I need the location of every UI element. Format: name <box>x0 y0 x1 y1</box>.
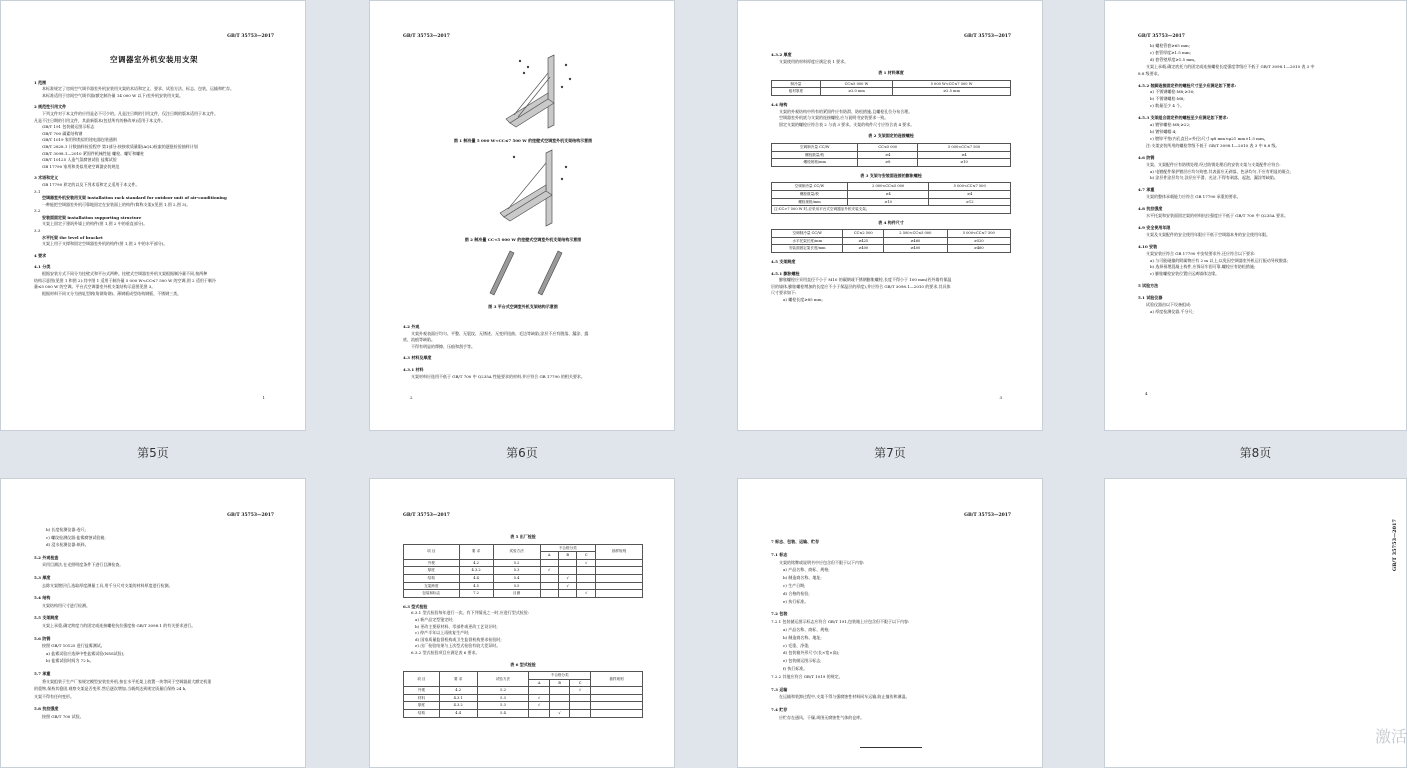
table-cell <box>529 687 549 695</box>
text-line: 支架及支架配件的安全使用年限应不低于空调器本身的安全使用年限。 <box>1146 231 1270 237</box>
table-cell <box>577 582 596 590</box>
subsection-heading: 7.3 运输 <box>771 686 788 692</box>
table-cell: 5.2 <box>493 559 540 567</box>
table-cell: 板材厚度 <box>772 88 821 96</box>
text-line: a) 产品名称、商标、规格; <box>783 567 830 573</box>
text-line: b) 制造商名称、地址; <box>783 634 822 640</box>
table-cell <box>540 574 558 582</box>
page-header: GB/T 35753—2017 <box>964 34 1011 39</box>
page-number: 1 <box>262 395 265 400</box>
table-cell: 空调制冷量 CC/W <box>772 230 843 238</box>
text-line: GB 17790 界定的以及下列术语和定义适用于本文件。 <box>42 181 140 187</box>
text-line: 本标准规定了房间空气调节器室外机安装用支架的术语和定义、要求、试验方法、标志、包装、运输和贮存。 <box>42 86 234 92</box>
table-cell: √ <box>529 702 549 710</box>
page-thumbnail-1[interactable] <box>0 0 306 431</box>
table-header: C <box>577 552 596 560</box>
text-line: c) 数量至少 4 个。 <box>1150 103 1185 109</box>
doc-title: 空调器室外机安装用支架 <box>110 55 198 64</box>
text-line: a) 与可能碰撞的附属物应有 2 m 以上;以免因空调器室外机运行振动导致脱落; <box>1150 257 1289 263</box>
page-header: GB/T 35753—2017 <box>403 34 450 39</box>
table-cell: 5.3 <box>493 567 540 575</box>
section-heading: 7 标志、包装、运输、贮存 <box>771 539 820 544</box>
page-header: GB/T 35753—2017 <box>227 513 274 518</box>
table-cell <box>591 694 643 702</box>
text-line: b) 选择预埋混凝土构件,应保证牢固可靠,螺栓应有防松措施; <box>1150 264 1256 270</box>
table-cell <box>549 687 569 695</box>
term-definition: 支架上固定于建筑外墙上的构件(图 1,图 2 中的垂直部分)。 <box>42 221 148 227</box>
table-cell: 包装和标志 <box>404 590 460 598</box>
table-cell: 4.3.1 <box>439 694 477 702</box>
table-caption: 表 1 材料厚度 <box>878 70 904 76</box>
table-header: 抽样规则 <box>596 544 643 559</box>
subsection-heading: 4.1 分类 <box>34 264 51 270</box>
ref-line: GB/T 191 包装储运图示标志 <box>42 124 95 130</box>
table-cell: CC≤5 000 W <box>820 80 892 88</box>
table-cell: ≥400 <box>884 245 947 253</box>
subsection-heading: 5.4 结构 <box>34 595 51 601</box>
text-line: 注:支架安装所用的螺栓等级不低于 GB/T 3098.1—2010 表 3 中 8.8 级。 <box>1146 142 1280 148</box>
table-header: 不合格分类 <box>529 672 591 680</box>
table-header: B <box>558 552 577 560</box>
text-line: 应贮存在通风、干燥,周围无腐蚀性气体的仓库。 <box>779 714 865 720</box>
subsection-heading: 7.1 标志 <box>771 551 788 557</box>
figure-caption: 图 1 制冷量 5 000 W<CC≤7 500 W 的挂壁式空调室外机支架结构示意图 <box>453 138 593 143</box>
text-line: a) 不锈钢螺栓:M8;≥16; <box>1150 89 1195 95</box>
table-cell: 螺栓数量/枚 <box>772 151 858 159</box>
page-number: 2 <box>410 395 413 400</box>
table-cell <box>596 559 643 567</box>
figure-caption: 图 2 制冷量 CC<5 000 W 的挂壁式空调室外机支架结构示意图 <box>464 237 582 242</box>
subsection-heading: 4.4 结构 <box>771 101 788 107</box>
table-cell: 5 000<CC≤7 500 <box>918 143 1011 151</box>
table-cell: 2 000<CC≤5 000 <box>847 183 929 191</box>
text-line: 采用目测法,在光照明度条件下进行目测检查。 <box>42 562 124 568</box>
text-line: 层的墙体,膨胀螺栓增加的长度应不小于保温层的厚度),并应符合 GB/T 3098.1—2010 的要求,其具体 <box>771 283 951 289</box>
term-definition: 一种能把空调器室外机可靠地固定在安装面上的构件(简称支架)(见图 1,图 2,图 3)。 <box>42 201 191 207</box>
table-cell: ≥400 <box>843 245 884 253</box>
table-cell: 4.4 <box>439 710 477 718</box>
table-cell <box>577 567 596 575</box>
page-thumbnail-4[interactable] <box>1104 0 1407 431</box>
table-cell <box>591 687 643 695</box>
text-line: 将支架组装于生产厂家规定模型安装室外机,按在水平托架上放置一块等同于空调器最大额定机重 <box>42 678 212 684</box>
table-1 <box>771 80 1011 96</box>
table-cell: ≥4 <box>918 151 1011 159</box>
text-line: a) 螺栓长度≥85 mm; <box>783 297 823 303</box>
page-label-3[interactable]: 第7页 <box>874 446 906 460</box>
table-header: B <box>549 679 569 687</box>
text-line: 6.3.1 型式检验每年进行一次。有下列情况之一时,应进行型式检验: <box>411 610 530 616</box>
table-cell: 目测 <box>493 590 540 598</box>
text-line: 支架上承重,确定跨度力的固定或连接螺栓抗拉强度按 GB/T 3098.1 的有关要求进行。 <box>42 622 196 628</box>
text-line: a) 电镀配件保护镀层应均匀致密,其表面应无剥落、色泽均匀,不应有明显的斑点; <box>1150 168 1292 174</box>
page-thumbnail-5[interactable] <box>0 478 306 768</box>
text-line: b) 盐雾试验时间为 72 h。 <box>46 658 94 664</box>
subsection-heading: 5.5 支架跨度 <box>34 615 59 621</box>
text-line: 支架的整体承载能力应符合 GB 17790 承重的要求。 <box>1146 194 1241 200</box>
table-header: 项 目 <box>404 672 440 687</box>
ref-line: GB/T 10125 人造气氛腐蚀试验 盐雾试验 <box>42 157 117 163</box>
table-cell: 外观 <box>404 687 440 695</box>
table-6 <box>403 671 643 718</box>
page-label-1[interactable]: 第5页 <box>137 446 169 460</box>
table-cell: ≥10 <box>918 159 1011 167</box>
table-cell: ≥460 <box>947 245 1010 253</box>
text-line: 根据材料不同又分为热轧型钢(角钢角钢)、薄钢板成型结构钢板、不锈钢三类。 <box>42 290 182 296</box>
table-cell: 安装面固定架长度/mm <box>772 245 843 253</box>
text-line: b) 更改主要原材料、零部件或更改工艺设计时; <box>415 623 498 629</box>
table-cell <box>558 559 577 567</box>
table-header: C <box>570 679 591 687</box>
text-line: 支架的外观结构中所有的紧固件应有防滑、防松措施,且螺栓孔位分布合理。 <box>779 108 913 114</box>
table-cell: 2 500<CC≤5 000 <box>884 230 947 238</box>
table-cell: √ <box>577 590 596 598</box>
table-cell: 空调制冷量 CC/W <box>772 143 858 151</box>
page-thumbnail-6[interactable] <box>369 478 675 768</box>
text-line: 根据安装方式不同分为挂壁式和平台式两种。挂壁式空调器室外机支架根据制冷量不同,按两种 <box>42 271 208 277</box>
table-cell: √ <box>570 687 591 695</box>
subsection-heading: 5.3 厚度 <box>34 574 51 580</box>
text-line: c) 套管厚度≥1.5 mm; <box>1150 49 1191 55</box>
text-line: 水平托架和安装面固定架的材料抗拉强度应不低于 GB/T 700 中 Q235A 要求。 <box>1146 213 1288 219</box>
table-header: 要 求 <box>459 544 493 559</box>
table-5 <box>403 544 643 598</box>
table-cell: 外观 <box>404 559 460 567</box>
section-heading: 1 范围 <box>34 79 47 85</box>
figure-caption: 图 3 平台式空调室外机支架结构示意图 <box>488 304 558 309</box>
page-number: 4 <box>1145 391 1148 396</box>
subsection-heading: 5.2 外观检查 <box>34 554 59 560</box>
table-cell <box>540 559 558 567</box>
text-line: 空调器室外机底与支架的连接螺栓,应与说明书安装要求一致。 <box>779 115 889 121</box>
table-cell: 5.4 <box>477 710 529 718</box>
table-2 <box>771 143 1011 167</box>
table-cell: 厚度 <box>404 567 460 575</box>
text-line: 支架安装应符合 GB 17790 中安装要求外,还应符合以下要求: <box>1146 250 1256 256</box>
subsection-heading: 6.3 型式检验 <box>403 603 428 609</box>
text-line: 支架使用的材料厚度应满足表 1 要求。 <box>779 58 849 64</box>
subsection-heading: 4.3.2 厚度 <box>771 52 792 57</box>
table-cell: 制冷量 <box>772 80 821 88</box>
subsection-heading: 4.2 外观 <box>403 324 420 329</box>
page-number: 3 <box>999 395 1002 400</box>
text-line: 底、流痕等缺陷。 <box>403 337 435 343</box>
subsection-heading: 4.3.1 材料 <box>403 366 424 372</box>
text-line: e) 执行标准。 <box>783 598 809 604</box>
table-cell: ≥10 <box>847 198 929 206</box>
section-heading: 3 术语和定义 <box>34 175 59 181</box>
table-cell: 5.3 <box>477 702 529 710</box>
page-thumbnail-7[interactable] <box>737 478 1043 768</box>
text-line: 不得有明显的摩擦、压痕和刮手等。 <box>411 343 475 349</box>
text-line: e) 出厂检验结果与上次型式检验有较大差异时。 <box>415 643 501 649</box>
table-cell: ≥8 <box>858 159 918 167</box>
table-cell: 4.2 <box>439 687 477 695</box>
page-label-2[interactable]: 第6页 <box>506 446 538 460</box>
text-line: b) 螺栓管套≥65 mm; <box>1150 43 1191 48</box>
table-cell: 支架跨度 <box>404 582 460 590</box>
text-line: c) 镀锌平垫(内孔直径>外径)尺寸:φ8 mm×φ21 mm×1.5 mm。 <box>1150 135 1268 141</box>
text-line: a) 厚度检测仪器,千分尺; <box>1150 309 1194 314</box>
table-caption: 表 3 支架与安装面连接的膨胀螺栓 <box>860 172 922 178</box>
table-cell: 厚度 <box>404 702 440 710</box>
text-line: 支架外观表面应均匀、平整、无裂纹、无锈迹、无变形扭曲、毛边等缺陷;涂层不应有脱落、漏涂、露 <box>411 330 589 336</box>
table-cell <box>540 590 558 598</box>
table-cell: CC≤5 000 <box>858 143 918 151</box>
spine-code: GB/T 35753—2017 <box>1392 519 1398 572</box>
text-line: 支架的铭牌或说明书中应包含但不限于以下内容: <box>779 559 865 565</box>
table-cell: √ <box>577 559 596 567</box>
page-header: GB/T 35753—2017 <box>1138 34 1185 39</box>
text-line: 8.8 级要求。 <box>1138 70 1162 76</box>
subsection-heading: 4.5 支架跨度 <box>771 259 796 265</box>
bracket-figure-2 <box>496 149 578 229</box>
table-4 <box>771 229 1011 253</box>
table-cell: √ <box>529 694 549 702</box>
text-line: d) 套管壁厚度≥1.5 mm。 <box>1150 56 1198 62</box>
table-cell <box>591 710 643 718</box>
text-line: b) 不锈钢螺栓:M8; <box>1150 96 1185 102</box>
table-cell: ≥12 <box>929 198 1011 206</box>
table-header: 要 求 <box>439 672 477 687</box>
page-header: GB/T 35753—2017 <box>964 513 1011 518</box>
table-header: A <box>540 552 558 560</box>
table-cell: 材料 <box>404 694 440 702</box>
table-cell <box>540 582 558 590</box>
term-number: 3.2 <box>34 208 41 214</box>
table-cell: 5 000 W<CC≤7 500 W <box>893 80 1011 88</box>
table-cell <box>596 567 643 575</box>
text-line: 去除支架镀层后,选取厚度测量工具,用千分尺对支架的材料厚度进行检测。 <box>42 582 173 588</box>
table-cell <box>596 582 643 590</box>
text-line: b) 长度检测仪器:卷尺; <box>46 527 87 532</box>
table-cell: √ <box>549 710 569 718</box>
table-cell: ≥520 <box>947 237 1010 245</box>
section-heading: 2 规范性引用文件 <box>34 104 67 110</box>
text-line: 结构示意图(见图 1 和图 2):其中图 1 适用于制冷量 5 000 W<CC≤7 500 W 的空调,图 2 适用于制冷 <box>34 277 216 283</box>
text-line: 6.3.2 型式检验项目应满足表 6 要求。 <box>411 649 480 655</box>
table-cell: 5.3 <box>477 694 529 702</box>
table-cell: 4.5 <box>459 582 493 590</box>
table-caption: 表 6 型式检验 <box>510 661 536 667</box>
table-cell: ≥425 <box>843 237 884 245</box>
table-cell: 空调制冷量 CC/W <box>772 183 848 191</box>
page-thumbnail-3[interactable] <box>737 0 1043 431</box>
table-cell: 螺栓规格/mm <box>772 159 858 167</box>
table-cell: ≥4 <box>847 190 929 198</box>
table-caption: 表 5 出厂检验 <box>510 534 536 539</box>
table-cell: 结构 <box>404 710 440 718</box>
table-cell: 4.4 <box>459 574 493 582</box>
text-line: c) 毛重、净重; <box>783 642 810 648</box>
subsection-heading: 5.6 防锈 <box>34 635 51 641</box>
text-line: 支架材料应选用不低于 GB/T 700 中 Q235A 性能要求的材料,并应符合 GB 17790 的相关要求。 <box>411 373 585 379</box>
ref-line: GB/T 700 碳素结构钢 <box>42 130 83 136</box>
text-line: d) 包装箱外形尺寸(长×宽×高); <box>783 650 840 656</box>
table-cell <box>558 567 577 575</box>
table-cell: CC≤2 500 <box>843 230 884 238</box>
table-cell: 5.5 <box>493 582 540 590</box>
table-cell: 水平托架长度/mm <box>772 237 843 245</box>
text-line: b) 制造商名称、地址; <box>783 575 822 581</box>
text-line: 支架上承载,确定底托力的固定或连接螺栓长度强度等级应不低于 GB/T 3098.1—2010 表 3 中 <box>1146 63 1315 69</box>
subsection-heading: 4.5.1 膨胀螺栓 <box>771 270 800 276</box>
table-header: A <box>529 679 549 687</box>
end-rule <box>860 747 922 748</box>
page-header: GB/T 35753—2017 <box>227 34 274 39</box>
table-3 <box>771 182 1011 213</box>
table-cell <box>596 590 643 598</box>
table-cell: √ <box>540 567 558 575</box>
term-title: 安装面固定架 installation supporting structure <box>42 214 142 220</box>
text-line: e) 包装储运图示标志; <box>783 658 822 664</box>
subsection-heading: 4.5.2 装脚连接固定件的螺栓尺寸至少应满足如下要求: <box>1138 82 1237 88</box>
table-cell: 螺栓规格/mm <box>772 198 848 206</box>
subsection-heading: 7.4 贮存 <box>771 707 788 713</box>
text-line: 按照 GB/T 700 试验。 <box>42 713 84 719</box>
text-line: c) 生产日期; <box>783 582 806 588</box>
text-line: 支架不得有任何变形。 <box>34 693 74 699</box>
bracket-figure-3 <box>480 249 570 297</box>
section-heading: 4 要求 <box>34 252 47 258</box>
table-cell: 5.2 <box>477 687 529 695</box>
text-line: 下列文件对于本文件的应用是必不可少的。凡是注日期的引用文件，仅注日期的版本适用于本文件。 <box>42 110 218 116</box>
table-cell: 4.3.2 <box>459 567 493 575</box>
section-heading: 5 试验方法 <box>1138 283 1159 289</box>
table-cell: 结构 <box>404 574 460 582</box>
text-line: 7.2.1 包装储运图示标志应符合 GB/T 191,包装箱上应包含但不限于以下内容: <box>771 619 910 625</box>
activation-watermark: 激活 <box>1374 727 1407 746</box>
table-cell: ≥460 <box>884 237 947 245</box>
table-cell: 4.3.2 <box>439 702 477 710</box>
table-cell <box>596 574 643 582</box>
bracket-figure-1 <box>500 53 580 131</box>
text-line: 支架、支架配件应有防锈处理,经过防锈处理后的安装支架与支架配件应符合: <box>1146 161 1281 167</box>
table-cell <box>558 590 577 598</box>
ref-line: GB/T 2828.1 计数抽样检验程序 第1部分:按接收质量限(AQL)检索的逐批检验抽样计划 <box>42 143 198 149</box>
table-cell <box>570 702 591 710</box>
text-line: 支架结构用尺寸进行检测。 <box>42 602 90 608</box>
text-line: d) 国家质量监督机构或卫生监督机构要求检验时; <box>415 636 502 642</box>
table-note: 注:CC>7 500 W 时,应采用平台式空调器室外机安装支架。 <box>772 206 1011 214</box>
subsection-heading: 4.5.3 支架组合固定件的螺栓至少应满足如下要求: <box>1138 115 1229 121</box>
subsection-heading: 4.8 抗拉强度 <box>1138 206 1163 212</box>
text-line: 的重物,保持其稳固,观察支架是否变形,然后逐次增加,当载荷达到规定质量后保持 24 h, <box>34 686 187 692</box>
term-title: 水平托架 the level of bracket <box>42 234 103 240</box>
text-line: 凡是不注日期的引用文件，其最新版本(包括所有的修改单)适用于本文件。 <box>34 117 166 123</box>
subsection-heading: 4.7 承重 <box>1138 187 1155 193</box>
table-cell: √ <box>558 582 577 590</box>
subsection-heading: 4.9 安全使用年限 <box>1138 224 1171 230</box>
subsection-heading: 7.2 包装 <box>771 611 788 617</box>
table-cell: ≥4 <box>929 190 1011 198</box>
table-cell: 5 000<CC≤7 500 <box>929 183 1011 191</box>
text-line: a) 镀锌螺栓:M8;≥22; <box>1150 122 1191 128</box>
ref-line: GB/T 3098.1—2010 紧固件机械性能 螺栓、螺钉和螺柱 <box>42 150 145 156</box>
text-line: b) 涂层件涂层均匀,涂层应平滑、光洁,不得有剥落、起泡、漏涂等缺陷。 <box>1150 175 1278 181</box>
table-cell: ≥4 <box>858 151 918 159</box>
text-line: a) 新产品定型鉴定时; <box>415 616 454 622</box>
table-cell: 螺栓数量/枚 <box>772 190 848 198</box>
subsection-heading: 4.10 安装 <box>1138 243 1158 249</box>
text-line: 7.2.2 其他应符合 GB/T 1019 的规定。 <box>771 673 843 679</box>
text-line: 试验仪器由以下设备组成: <box>1146 302 1192 308</box>
page-header: GB/T 35753—2017 <box>403 513 450 518</box>
table-cell <box>549 702 569 710</box>
table-cell <box>549 694 569 702</box>
table-cell: 5.4 <box>493 574 540 582</box>
term-definition: 支架上用于支撑和固定空调器室外机的构件(图 1,图 2 中的水平部分)。 <box>42 241 168 247</box>
table-cell: √ <box>558 574 577 582</box>
table-cell <box>591 702 643 710</box>
term-number: 3.1 <box>34 188 41 194</box>
text-line: c) 螺纹检测仪器:盐雾腐蚀试验箱; <box>46 534 106 540</box>
text-line: 固定支架的螺栓应符合表 2 与表 3 要求。支架的构件尺寸应符合表 4 要求。 <box>779 121 915 127</box>
ref-line: GB/T 1019 家用和类似用途电器包装通则 <box>42 137 117 143</box>
text-line: d) 浸水检测仪器:纸料。 <box>46 542 89 548</box>
text-line: c) 膨胀螺栓安装位置应远离墙体边缘。 <box>1150 271 1220 277</box>
page-thumbnail-2[interactable] <box>369 0 675 431</box>
table-header: 试验方法 <box>493 544 540 559</box>
text-line: b) 镀锌螺帽:4; <box>1150 128 1177 134</box>
text-line: 按照 GB/T 10125 进行盐雾测试。 <box>42 643 105 649</box>
subsection-heading: 5.1 试验仪器 <box>1138 295 1163 301</box>
table-cell: 4.2 <box>459 559 493 567</box>
table-caption: 表 2 支架固定的连接螺栓 <box>868 133 914 139</box>
table-cell: 7.2 <box>459 590 493 598</box>
table-cell <box>570 710 591 718</box>
table-cell: 5 000<CC≤7 500 <box>947 230 1010 238</box>
page-body <box>1138 43 1375 316</box>
subsection-heading: 4.6 防锈 <box>1138 154 1155 160</box>
table-header: 抽样规则 <box>591 672 643 687</box>
table-cell: ≥2.0 mm <box>820 88 892 96</box>
table-caption: 表 4 构件尺寸 <box>878 219 904 225</box>
text-line: 量≤5 000 W 的空调。平台式空调器室外机支架结构示意图见图 3。 <box>34 284 156 290</box>
text-line: a) 盐雾试验应选择中性盐雾试验(NSS试验); <box>46 650 125 656</box>
text-line: 膨胀螺栓应采用直径不小于 M10 的碳钢或不锈钢膨胀螺栓,长度不得小于 100 mm(若外墙有保温 <box>779 277 952 283</box>
subsection-heading: 5.7 承重 <box>34 670 51 676</box>
table-header: 不合格分类 <box>540 544 596 552</box>
table-cell <box>577 574 596 582</box>
text-line: c) 停产半年以上再恢复生产时; <box>415 630 470 636</box>
subsection-heading: 4.3 材料及厚度 <box>403 355 432 361</box>
text-line: a) 产品名称、商标、规格; <box>783 626 830 632</box>
page-thumbnail-8[interactable] <box>1104 478 1407 768</box>
term-title: 空调器室外机安装用支架 installation rack standard for outdoor unit of air-conditioning <box>42 195 227 201</box>
ref-line: GB 17790 家用和类似用途空调器安装规范 <box>42 163 120 169</box>
table-cell <box>570 694 591 702</box>
subsection-heading: 5.8 抗拉强度 <box>34 706 59 712</box>
table-cell <box>529 710 549 718</box>
page-label-4[interactable]: 第8页 <box>1239 446 1272 460</box>
text-line: 本标准适用于房间空气调节器(额定制冷量 14 000 W 以下)室外机安装用支架。 <box>42 92 184 98</box>
table-header: 试验方法 <box>477 672 529 687</box>
table-header: 项 目 <box>404 544 460 559</box>
table-cell: ≥2.5 mm <box>893 88 1011 96</box>
text-line: 在运输和装卸过程中,支架不得与强腐蚀性材料同车运输,防止撞伤和淋湿。 <box>779 694 910 700</box>
term-number: 3.3 <box>34 228 41 234</box>
text-line: 尺寸要求如下: <box>771 290 797 296</box>
text-line: d) 合格的检验; <box>783 590 810 596</box>
text-line: f) 执行标准。 <box>783 665 808 671</box>
